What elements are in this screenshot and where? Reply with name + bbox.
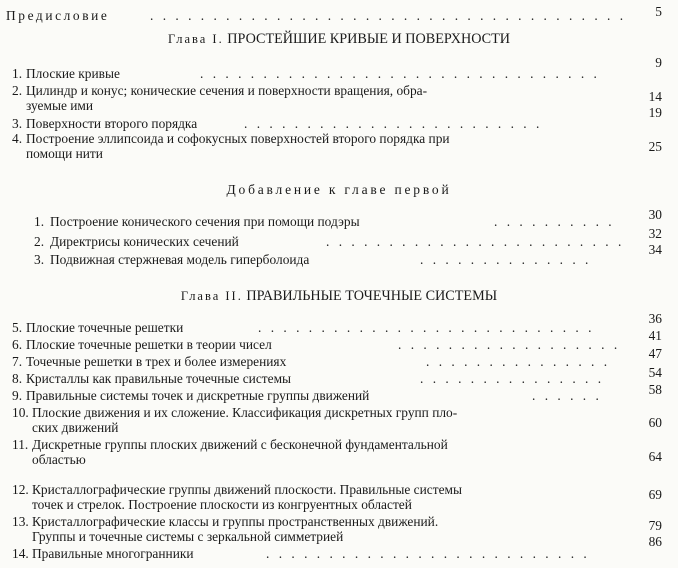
toc-entry[interactable] [0,514,678,549]
entry-number: 9. [12,388,23,403]
appendix-heading [0,182,678,199]
toc-entry[interactable] [0,437,678,469]
entry-title: Цилиндр и конус; конические сечения и поверхности вращения, обра- [26,83,428,98]
entry-title-continued: зуемые ими [26,98,94,113]
entry-title: Построение эллипсоида и софокусных поверхностей второго порядка при [26,131,450,146]
page-number: 19 [648,105,662,120]
entry-title: Правильные многогранники [32,546,194,561]
page-number: 54 [648,365,662,380]
entry-title: Директрисы конических сечений [50,234,239,249]
entry-title: Кристаллографические классы и группы пространственных движений. [32,514,439,529]
leader-dots: . . . . . . . . . . . . . . . . . . . . . . . . . . [266,546,590,561]
leader-dots: . . . . . . . . . . . . . . . . . . . . . . . . [244,116,543,131]
entry-number: 12. [12,482,29,497]
entry-title-continued: помощи нити [26,146,103,161]
entry-number: 14. [12,546,29,561]
page-number: 86 [648,534,662,549]
entry-title: Поверхности второго порядка [26,116,198,131]
entry-title: Подвижная стержневая модель гиперболоида [50,252,310,267]
leader-dots: . . . . . . . . . . . . . . . . . . . . . . . . . . . . . . . . . . . . . . [150,8,627,23]
entry-number: 2. [34,234,45,249]
page-number: 5 [655,4,662,19]
entry-number: 1. [12,66,23,81]
page-number: 32 [648,226,662,241]
page-number: 30 [648,207,662,222]
leader-dots: . . . . . . . . . . . . . . [420,252,592,267]
entry-number: 3. [34,252,45,267]
chapter-1-heading [0,31,678,48]
entry-title: Плоские кривые [26,66,120,81]
entry-number: 6. [12,337,23,352]
entry-title-continued: Группы и точечные системы с зеркальной симметрией [32,529,344,544]
entry-title-continued: ских движений [32,420,119,435]
page-number: 34 [648,242,662,257]
entry-title: Кристаллографические группы движений плоскости. Правильные системы [32,482,463,497]
toc-entry[interactable] [0,405,678,437]
entry-title: Кристаллы как правильные точечные системы [26,371,292,386]
chapter-2-title: ПРАВИЛЬНЫЕ ТОЧЕЧНЫЕ СИСТЕМЫ [246,288,498,304]
entry-title: Правильные системы точек и дискретные группы движений [26,388,370,403]
toc-entry[interactable] [0,83,678,115]
entry-title: Точечные решетки в трех и более измерениях [26,354,287,369]
entry-number: 2. [12,83,23,98]
preface-title: Предисловие [6,8,110,23]
leader-dots: . . . . . . . . . . . . . . . [420,371,605,386]
page-number: 25 [648,139,662,154]
chapter-2-heading [0,288,678,305]
page-number: 14 [648,89,662,104]
leader-dots: . . . . . . . . . . . . . . . . . . [398,337,621,352]
entry-number: 5. [12,320,23,335]
page-number: 36 [648,311,662,326]
chapter-1-title: ПРОСТЕЙШИЕ КРИВЫЕ И ПОВЕРХНОСТИ [227,31,511,47]
entry-title: Плоские точечные решетки в теории чисел [26,337,272,352]
leader-dots: . . . . . . . . . . [494,214,615,229]
page-number: 58 [648,382,662,397]
leader-dots: . . . . . . [532,388,602,403]
entry-number: 1. [34,214,45,229]
page-number: 47 [648,346,662,361]
entry-title: Построение конического сечения при помощи подэры [50,214,360,229]
page-number: 64 [648,449,662,464]
appendix-title: Добавление к главе первой [226,182,452,197]
entry-number: 3. [12,116,23,131]
toc-entry[interactable] [0,131,678,163]
page-number: 9 [655,55,662,70]
page-number: 60 [648,415,662,430]
leader-dots: . . . . . . . . . . . . . . . . . . . . . . . . . . . [258,320,595,335]
chapter-2-lead: Глава II. [180,289,243,303]
entry-title: Плоские точечные решетки [26,320,184,335]
page-number: 79 [648,518,662,533]
leader-dots: . . . . . . . . . . . . . . . . . . . . . . . . . . . . . . . . [200,66,600,81]
entry-number: 8. [12,371,23,386]
chapter-1-lead: Глава I. [167,32,224,46]
entry-number: 11. [12,437,29,452]
entry-title-continued: точек и стрелок. Построение плоскости из конгруентных областей [32,497,412,512]
leader-dots: . . . . . . . . . . . . . . . . . . . . . . . . [326,234,625,249]
entry-number: 13. [12,514,29,529]
entry-title-continued: областью [32,452,86,467]
entry-title: Плоские движения и их сложение. Классификация дискретных групп пло- [32,405,458,420]
entry-number: 4. [12,131,23,146]
page-number: 41 [648,328,662,343]
toc-entry[interactable] [0,482,678,514]
entry-title: Дискретные группы плоских движений с бесконечной фундаментальной [32,437,448,452]
entry-number: 10. [12,405,29,420]
entry-number: 7. [12,354,23,369]
leader-dots: . . . . . . . . . . . . . . . [426,354,611,369]
page-number: 69 [648,487,662,502]
